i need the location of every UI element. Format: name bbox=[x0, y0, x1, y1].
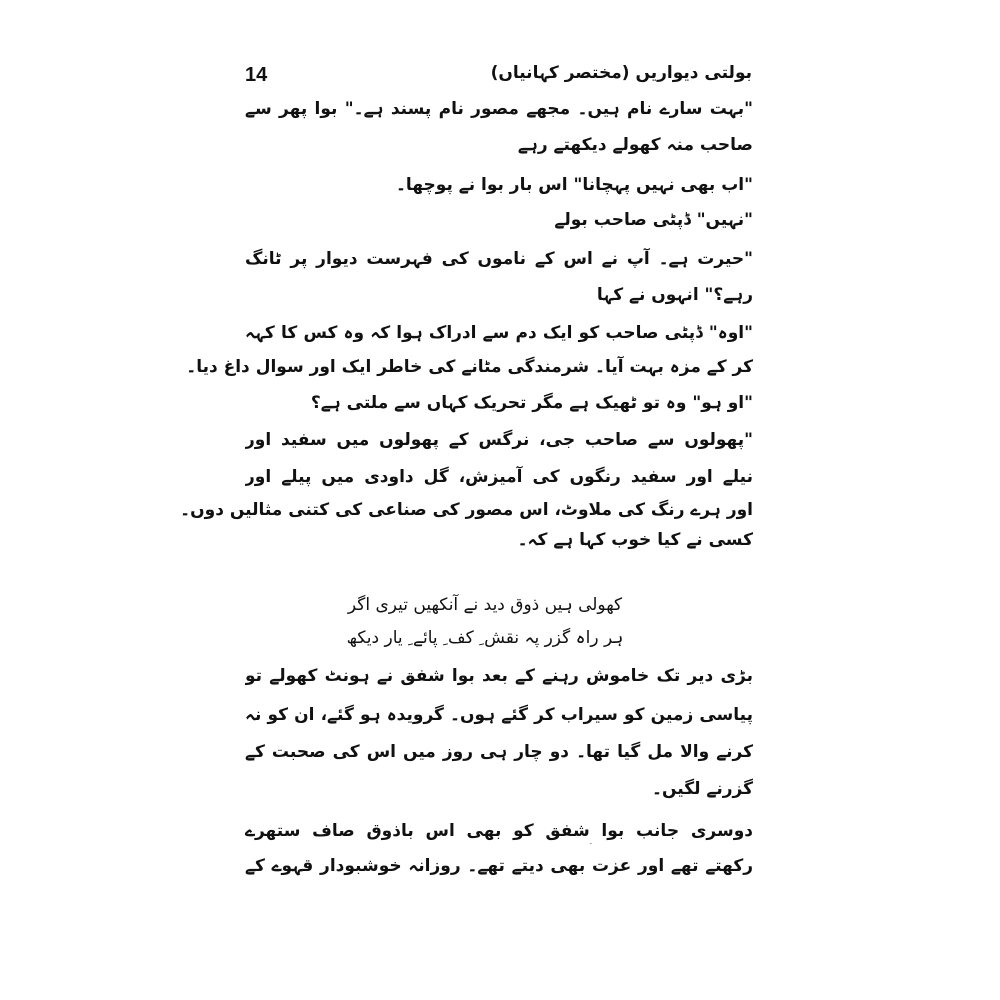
text-line: کر کے مزہ بہت آیا۔ شرمندگی مٹانے کی خاطر ایک اور سوال داغ دیا۔ bbox=[186, 357, 753, 377]
text-line: بڑی دیر تک خاموش رہنے کے بعد بوا شفق نے ہونٹ کھولے تو bbox=[245, 666, 753, 686]
text-line: "اب بھی نہیں پہچانا" اس بار بوا نے پوچھا۔ bbox=[395, 175, 753, 195]
text-line: "نہیں" ڈپٹی صاحب بولے bbox=[554, 210, 753, 230]
text-line: "پھولوں سے صاحب جی، نرگس کے پھولوں میں سفید اور bbox=[245, 430, 753, 450]
text-line: صاحب منہ کھولے دیکھتے رہے bbox=[517, 135, 753, 155]
page-number: 14 bbox=[245, 64, 268, 86]
text-line: کسی نے کیا خوب کہا ہے کہ۔ bbox=[517, 530, 753, 550]
text-line: رہے؟" انہوں نے کہا bbox=[596, 285, 753, 305]
text-line: "حیرت ہے۔ آپ نے اس کے ناموں کی فہرست دیوار پر ٹانگ bbox=[245, 249, 753, 269]
couplet-line: ہر راہ گزر پہ نقش ِ کف ِ پائے ِ یار دیکھ bbox=[346, 628, 624, 648]
text-line: نیلے اور سفید رنگوں کی آمیزش، گل داودی میں پیلے اور bbox=[245, 467, 753, 487]
text-line: دوسری جانب بوا شفق کو بھی اس باذوق صاف ستھرے bbox=[245, 821, 753, 841]
text-line: گزرنے لگیں۔ bbox=[652, 779, 753, 799]
text-line: پیاسی زمین کو سیراب کر گئے ہوں۔ گرویدہ ہو گئے، ان کو نہ bbox=[245, 705, 753, 725]
text-line: اور ہرے رنگ کی ملاوٹ، اس مصور کی صناعی کی کتنی مثالیں دوں۔ bbox=[180, 500, 753, 520]
text-line: رکھتے تھے اور عزت بھی دیتے تھے۔ روزانہ خوشبودار قہوے کے bbox=[245, 856, 753, 876]
running-title: بولتی دیواریں (مختصر کہانیاں) bbox=[490, 63, 752, 83]
text-line: "او ہو" وہ تو ٹھیک ہے مگر تحریک کہاں سے ملتی ہے؟ bbox=[310, 393, 753, 413]
couplet-line: کھولی ہیں ذوق دید نے آنکھیں تیری اگر bbox=[347, 595, 623, 615]
text-line: "اوہ" ڈپٹی صاحب کو ایک دم سے ادراک ہوا کہ وہ کس کا کہہ bbox=[245, 323, 753, 343]
text-line: کرنے والا مل گیا تھا۔ دو چار ہی روز میں اس کی صحبت کے bbox=[245, 742, 753, 762]
text-line: "بہت سارے نام ہیں۔ مجھے مصور نام پسند ہے۔" بوا پھر سے bbox=[245, 99, 753, 119]
